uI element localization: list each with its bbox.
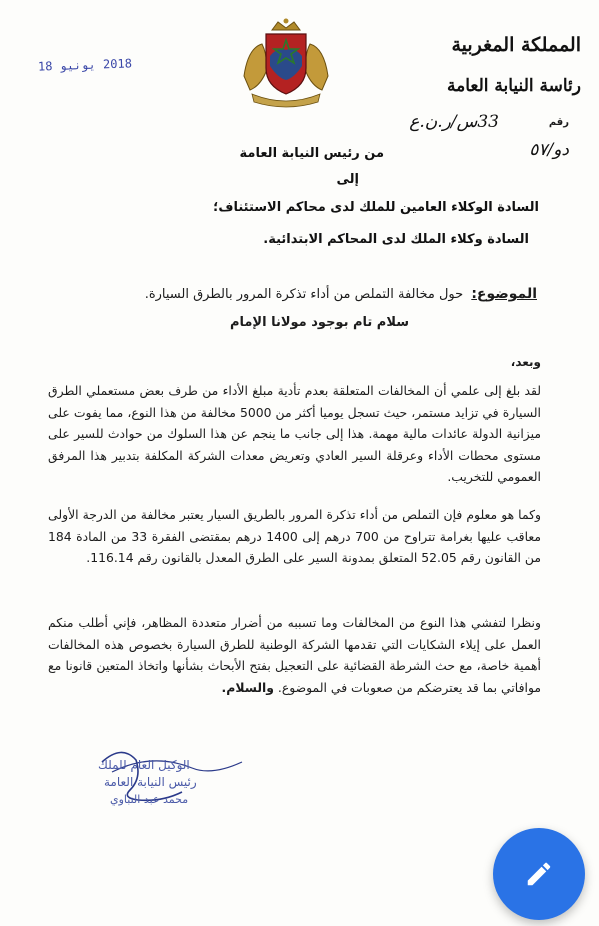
closing-text: والسلام. <box>221 679 274 695</box>
to-line: إلى <box>336 172 359 187</box>
edit-fab-button[interactable] <box>493 828 585 920</box>
subject-line <box>37 286 537 302</box>
royal-emblem-icon <box>238 16 334 108</box>
dispatch-number: دو/٥٧ <box>529 140 569 160</box>
subject-text: حول مخالفة التملص من أداء تذكرة المرور بالطرق السيارة. <box>144 287 464 302</box>
addressee-line-2: السادة وكلاء الملك لدى المحاكم الابتدائية. <box>263 232 529 247</box>
kingdom-heading: المملكة المغربية <box>451 34 581 56</box>
body-paragraph-2: وكما هو معلوم فإن التملص من أداء تذكرة المرور بالطريق السيار يعتبر مخالفة من الدرجة الأولى معاقب عليها بغرامة تتراوح من 700 درهم إلى 1400 درهم بمقتضى الفقرة 33 من المادة 184 من القانون رقم 52.05 المتعلق بمدونة السير على الطرق المعدل بالقانون رقم 116.14. <box>48 507 541 565</box>
body-paragraph-3 <box>48 612 541 698</box>
body-paragraph-1: لقد بلغ إلى علمي أن المخالفات المتعلقة بعدم تأدية مبلغ الأداء من طرف بعض مستعملي الطرق السيارة في تزايد مستمر، حيث تسجل يوميا أكثر من 5000 مخالفة من هذا النوع، مما يفوت على ميزانية الدولة عائدات مالية مهمة. هذا إلى جانب ما ينجم عن هذا السلوك من حوادث للسير على مستوى محطات الأداء وعرقلة السير العادي وتعريض معدات الشركة المكلفة بتدبير هذا المرفق العمومي للتخريب. <box>48 383 541 484</box>
signature-name: محمد عبد النباوي <box>110 793 189 806</box>
reference-label: رقم <box>548 117 569 128</box>
pencil-icon <box>524 859 554 889</box>
addressee-line-1: السادة الوكلاء العامين للملك لدى محاكم الاستئناف؛ <box>213 200 539 215</box>
body-paragraph-3-text: ونظرا لتفشي هذا النوع من المخالفات وما تسببه من أضرار متعددة المظاهر، فإني أطلب منكم العمل على إيلاء الشكايات التي تقدمها الشركة الوطنية للطرق السيارة بخصوص هذه المخالفات أهمية خاصة، مع حث الشرطة القضائية على التعجيل بفتح الأبحاث بشأنها واتخاذ المتعين قانونا مع موافاتي بما قد يعترضكم من صعوبات في الموضوع. <box>48 615 541 695</box>
salutation: سلام تام بوجود مولانا الإمام <box>229 315 409 330</box>
signature-title-2: رئيس النيابة العامة <box>104 775 197 789</box>
opening: وبعد، <box>510 355 541 369</box>
reference-number: 33س/ر.ن.ع <box>409 112 499 132</box>
date-stamp: 2018 يونيو 18 <box>37 56 133 74</box>
sender-line: من رئيس النيابة العامة <box>239 146 384 161</box>
prosecution-heading: رئاسة النيابة العامة <box>446 76 581 96</box>
signature-title-1: الوكيل العام للملك <box>98 758 190 772</box>
subject-label: الموضوع: <box>471 286 537 302</box>
